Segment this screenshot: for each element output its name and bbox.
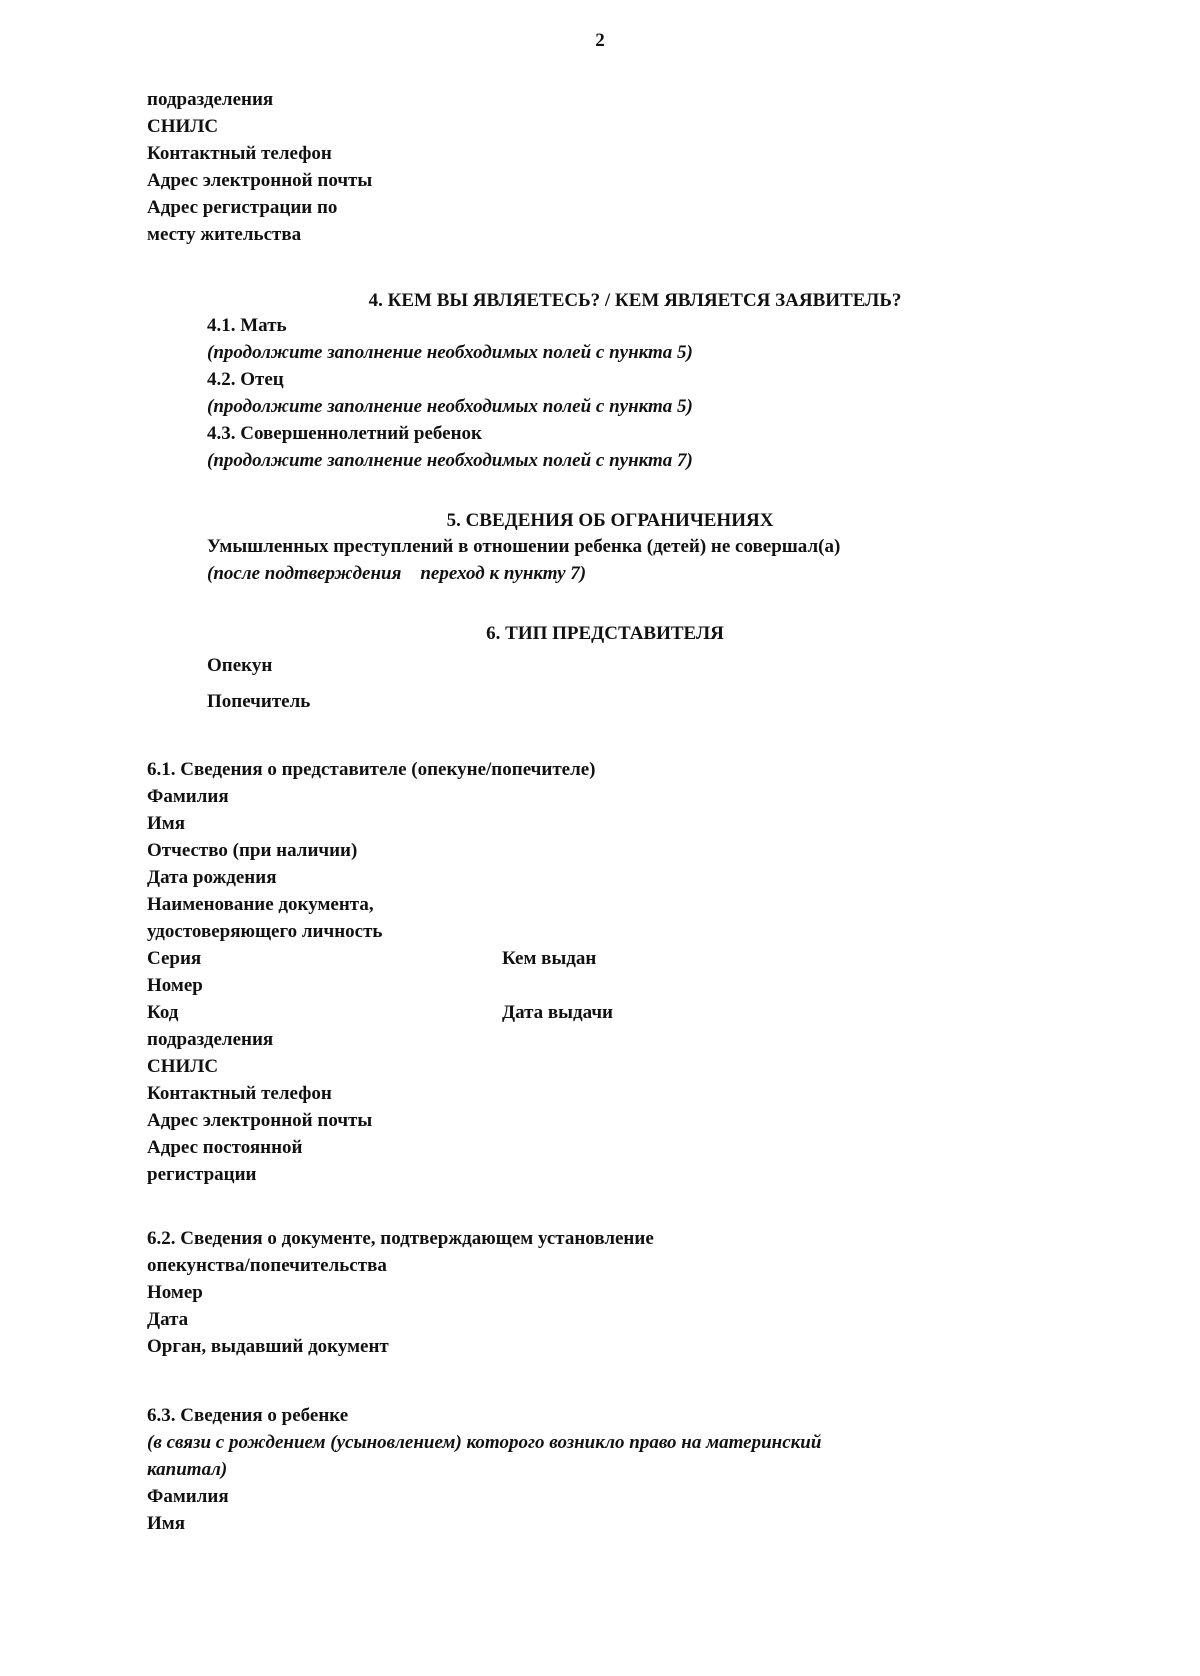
field-label: Дата рождения: [147, 867, 277, 888]
section-6-3-note: (в связи с рождением (усыновлением) которого возникло право на материнский: [147, 1432, 822, 1453]
issued-by-label: Кем выдан: [502, 948, 597, 969]
field-label: Орган, выдавший документ: [147, 1336, 389, 1357]
option-note: (продолжите заполнение необходимых полей с пункта 7): [207, 450, 693, 471]
field-label: подразделения: [147, 1029, 274, 1050]
option-trustee: Попечитель: [207, 691, 311, 712]
section-6-3-title: 6.3. Сведения о ребенке: [147, 1405, 349, 1426]
section-5-content: [207, 533, 840, 587]
option-adult-child: 4.3. Совершеннолетний ребенок: [207, 423, 482, 444]
restrictions-note: (после подтверждения переход к пункту 7): [207, 563, 587, 584]
section-4-options: [207, 312, 693, 474]
section-6-3-note-cont: капитал): [147, 1459, 228, 1480]
section-6-3: [147, 1402, 821, 1537]
section-6-heading: 6. ТИП ПРЕДСТАВИТЕЛЯ: [486, 623, 724, 644]
field-label: подразделения: [147, 89, 274, 110]
issue-date-label: Дата выдачи: [502, 1002, 614, 1023]
field-label: Адрес электронной почты: [147, 170, 373, 191]
field-label: Имя: [147, 813, 185, 834]
section-6-2-title-cont: опекунства/попечительства: [147, 1255, 387, 1276]
series-label: Серия: [147, 948, 202, 969]
field-label: Контактный телефон: [147, 143, 332, 164]
field-label: Фамилия: [147, 786, 229, 807]
option-guardian: Опекун: [207, 655, 273, 676]
representative-type-options: [207, 652, 310, 715]
field-label: Дата: [147, 1309, 189, 1330]
section-5-heading: 5. СВЕДЕНИЯ ОБ ОГРАНИЧЕНИЯХ: [446, 510, 774, 531]
page-number: 2: [595, 30, 605, 51]
option-mother: 4.1. Мать: [207, 315, 287, 336]
field-label: Фамилия: [147, 1486, 229, 1507]
field-label: Адрес регистрации по: [147, 197, 338, 218]
section-4-heading: 4. КЕМ ВЫ ЯВЛЯЕТЕСЬ? / КЕМ ЯВЛЯЕТСЯ ЗАЯВИТЕЛЬ?: [368, 290, 902, 311]
option-note: (продолжите заполнение необходимых полей с пункта 5): [207, 342, 693, 363]
field-label: Контактный телефон: [147, 1083, 332, 1104]
number-label: Номер: [147, 975, 203, 996]
field-label: регистрации: [147, 1164, 257, 1185]
contact-fields-block: [147, 86, 372, 248]
field-label: СНИЛС: [147, 116, 219, 137]
option-note: (продолжите заполнение необходимых полей с пункта 5): [207, 396, 693, 417]
field-label: Наименование документа,: [147, 894, 374, 915]
section-6-2: [147, 1225, 654, 1360]
field-label: удостоверяющего личность: [147, 921, 383, 942]
section-6-2-title: 6.2. Сведения о документе, подтверждающем установление: [147, 1228, 654, 1249]
field-label: Отчество (при наличии): [147, 840, 358, 861]
field-label: месту жительства: [147, 224, 302, 245]
code-row: [147, 999, 613, 1026]
code-label: Код: [147, 1002, 179, 1023]
field-label: Номер: [147, 1282, 203, 1303]
restrictions-text: Умышленных преступлений в отношении ребенка (детей) не совершал(а): [207, 536, 841, 557]
field-label: Имя: [147, 1513, 185, 1534]
option-father: 4.2. Отец: [207, 369, 284, 390]
field-label: СНИЛС: [147, 1056, 219, 1077]
field-label: Адрес электронной почты: [147, 1110, 373, 1131]
field-label: Адрес постоянной: [147, 1137, 303, 1158]
series-row: [147, 945, 613, 972]
section-6-1: [147, 756, 613, 1188]
section-6-1-title: 6.1. Сведения о представителе (опекуне/попечителе): [147, 759, 596, 780]
